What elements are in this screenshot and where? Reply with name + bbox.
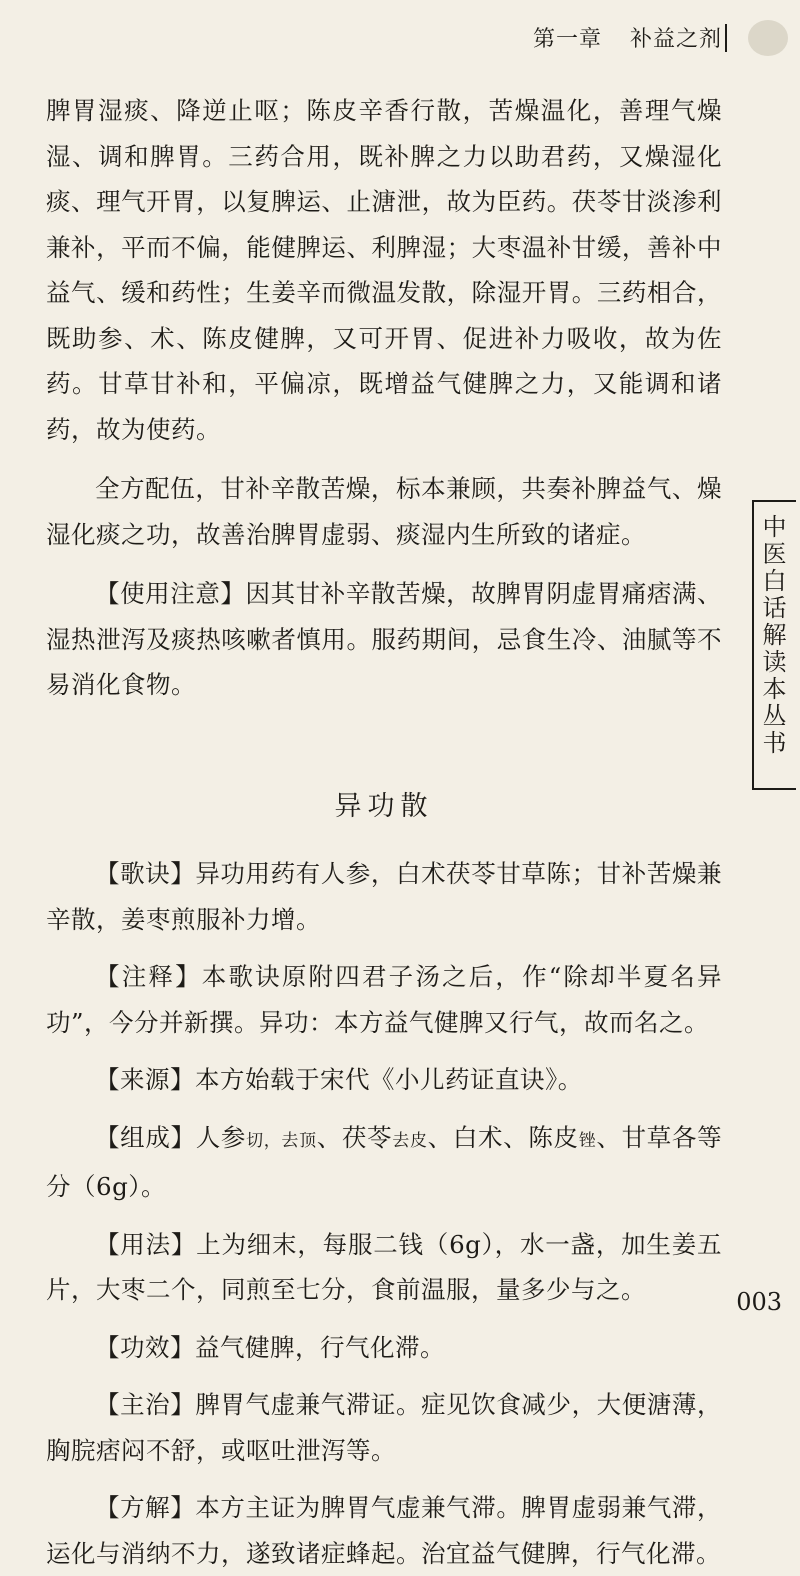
item-zhuzhi: [46, 1382, 722, 1473]
item-label: 【功效】: [95, 1332, 195, 1362]
item-text: 人参: [195, 1122, 247, 1152]
item-note: 锉: [578, 1130, 597, 1151]
item-note: 去皮: [392, 1130, 428, 1151]
header-divider: [725, 24, 727, 52]
item-text: 上为细末，每服二钱（6g），水一盏，加生姜五片，大枣二个，同煎至七分，食前温服，量多少与之。: [46, 1229, 722, 1304]
series-title: 中医白话解读本丛书: [758, 514, 786, 757]
usage-notice: [46, 571, 722, 708]
chapter-heading: [533, 22, 722, 53]
item-text: 本方主证为脾胃气虚兼气滞。脾胃虚弱兼气滞，运化与消纳不力，遂致诸症蜂起。治宜益气健脾，行气化滞。: [46, 1493, 723, 1568]
item-text: 本方始载于宋代《小儿药证直诀》。: [195, 1065, 583, 1094]
item-label: 【主治】: [95, 1390, 196, 1419]
item-label: 【用法】: [95, 1229, 197, 1259]
item-label: 【歌诀】: [95, 859, 196, 888]
usage-notice-label: 【使用注意】: [95, 579, 246, 608]
series-sidebar: [752, 500, 796, 790]
item-text: 益气健脾，行气化滞。: [195, 1332, 445, 1362]
chapter-title: 补益之剂: [629, 27, 722, 52]
section-title: 异功散: [334, 790, 434, 822]
item-label: 【组成】: [95, 1122, 196, 1152]
item-text: 、茯苓: [316, 1122, 393, 1152]
page-body: [46, 88, 722, 1576]
item-text: 脾胃气虚兼气滞证。症见饮食减少，大便溏薄，胸脘痞闷不舒，或呕吐泄泻等。: [46, 1390, 723, 1465]
chapter-number: 第一章: [532, 27, 602, 52]
item-label: 【方解】: [95, 1493, 196, 1522]
item-yongfa: [46, 1222, 722, 1313]
usage-notice-text: 因其甘补辛散苦燥，故脾胃阴虚胃痛痞满、湿热泄泻及痰热咳嗽者慎用。服药期间，忌食生冷、油腻等不易消化食物。: [46, 579, 722, 699]
item-fangjie: [46, 1485, 722, 1576]
item-laiyuan: [46, 1057, 722, 1103]
item-label: 【注释】: [95, 962, 202, 991]
item-gejue: [46, 851, 722, 942]
item-text: 异功用药有人参，白术茯苓甘草陈；甘补苦燥兼辛散，姜枣煎服补力增。: [46, 859, 723, 934]
item-text: 本歌诀原附四君子汤之后，作“除却半夏名异功”，今分并新撰。异功：本方益气健脾又行气，故而名之。: [46, 962, 722, 1037]
item-text: 、甘草各等分（6g）。: [46, 1122, 723, 1201]
item-text: 、白术、陈皮: [427, 1122, 579, 1152]
item-gongxiao: [46, 1325, 722, 1371]
paragraph-summary: 全方配伍，甘补辛散苦燥，标本兼顾，共奏补脾益气、燥湿化痰之功，故善治脾胃虚弱、痰湿内生所致的诸症。: [46, 474, 722, 549]
item-zucheng: [46, 1115, 722, 1210]
page-number: 003: [736, 1288, 782, 1316]
paragraph-continuation: 脾胃湿痰、降逆止呕；陈皮辛香行散，苦燥温化，善理气燥湿、调和脾胃。三药合用，既补脾之力以助君药，又燥湿化痰、理气开胃，以复脾运、止溏泄，故为臣药。茯苓甘淡渗利兼补，平而不偏，能健脾运、利脾湿；大枣温补甘缓，善补中益气、缓和药性；生姜辛而微温发散，除湿开胃。三药相合，既助参、术、陈皮健脾，又可开胃、促进补力吸收，故为佐药。甘草甘补和，平偏凉，既增益气健脾之力，又能调和诸药，故为使药。: [46, 96, 722, 444]
item-label: 【来源】: [95, 1065, 195, 1094]
item-zhushi: [46, 954, 722, 1045]
item-note: 切，去顶: [246, 1130, 317, 1151]
running-header: [0, 10, 800, 72]
header-emblem-icon: [748, 20, 788, 56]
